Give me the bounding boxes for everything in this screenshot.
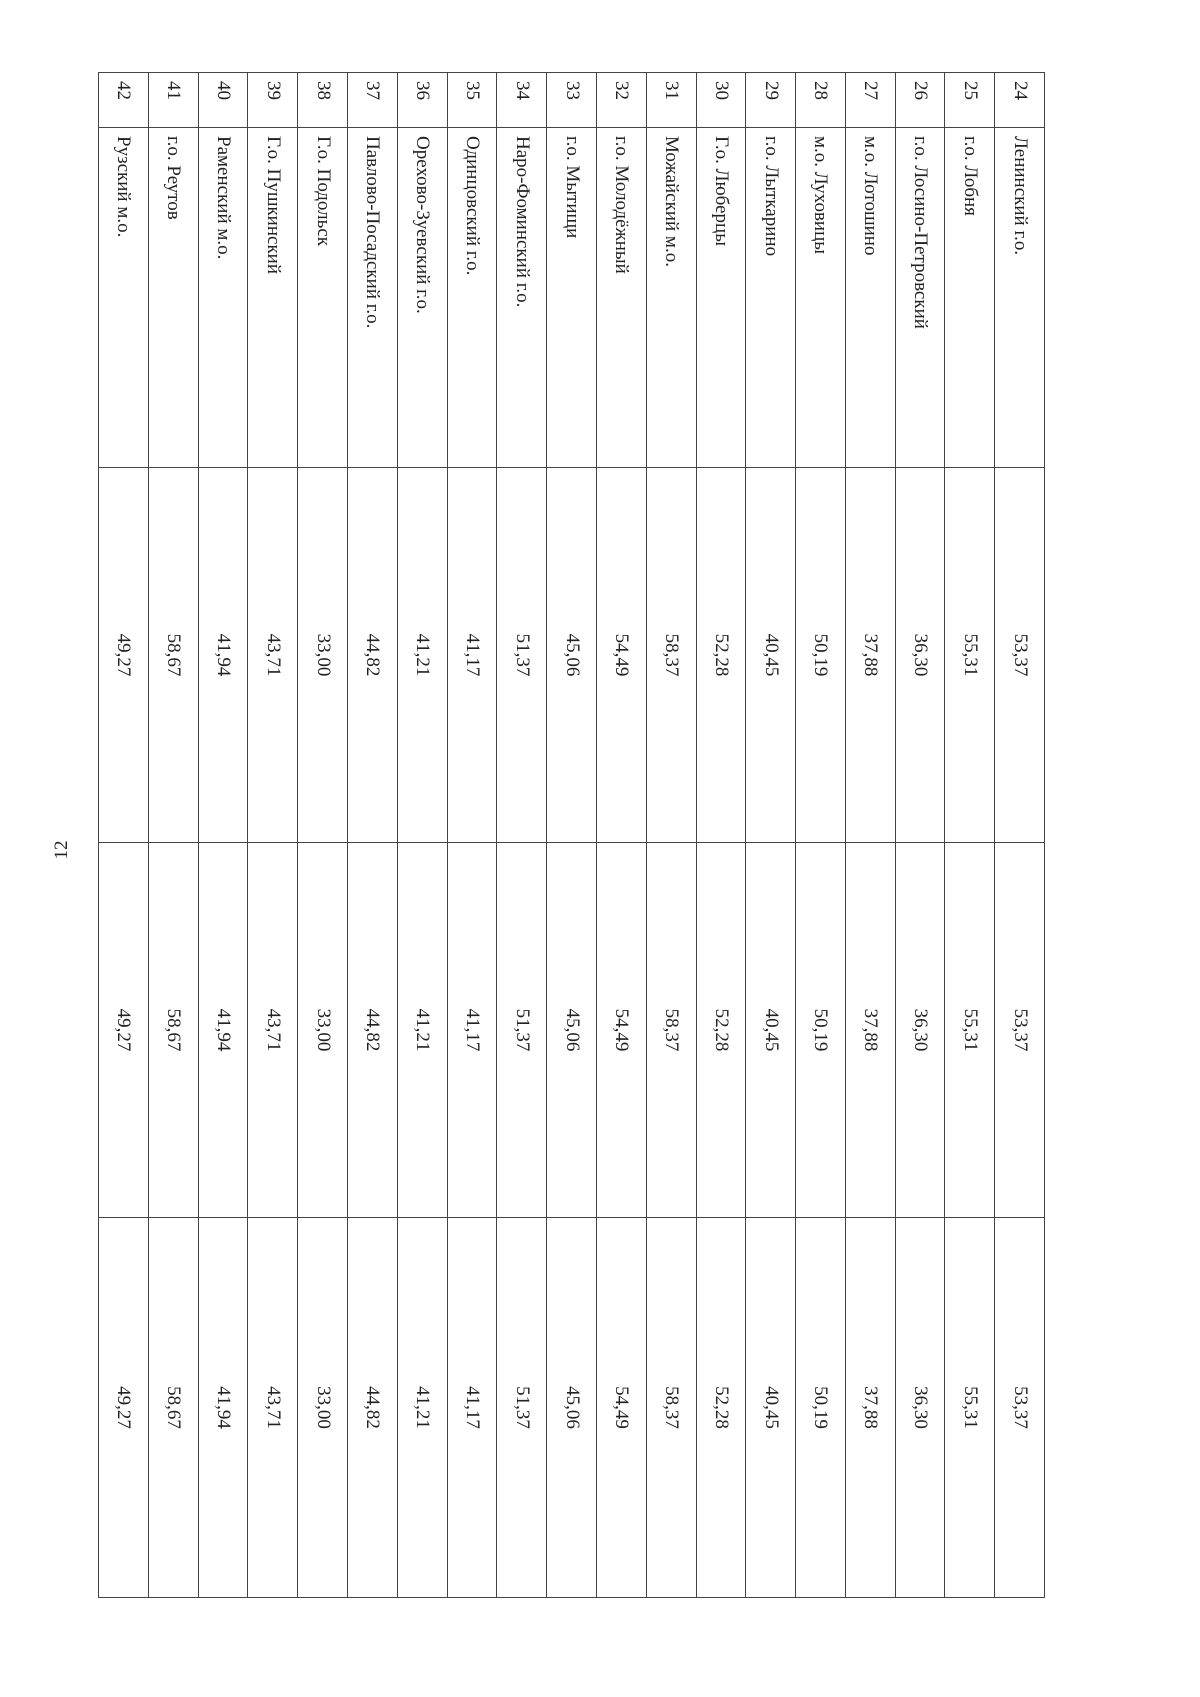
municipality-name: м.о. Луховицы [796, 128, 846, 468]
municipality-name: г.о. Мытищи [547, 128, 597, 468]
value-col-3: 54,49 [596, 1218, 646, 1598]
municipality-name: Г.о. Подольск [298, 128, 348, 468]
table-row [298, 73, 348, 1598]
row-number: 36 [397, 73, 447, 128]
municipality-name: г.о. Лосино-Петровский [895, 128, 945, 468]
table-row [995, 73, 1045, 1598]
value-col-3: 58,67 [148, 1218, 198, 1598]
value-col-2: 52,28 [696, 843, 746, 1218]
table-row [895, 73, 945, 1598]
municipality-name: Раменский м.о. [198, 128, 248, 468]
rotated-table-container [98, 72, 1045, 1597]
value-col-1: 49,27 [99, 468, 149, 843]
value-col-2: 41,21 [397, 843, 447, 1218]
table-row [99, 73, 149, 1598]
municipality-name: г.о. Лобня [945, 128, 995, 468]
municipality-name: м.о. Лотошино [845, 128, 895, 468]
value-col-3: 55,31 [945, 1218, 995, 1598]
value-col-3: 49,27 [99, 1218, 149, 1598]
table-row [845, 73, 895, 1598]
value-col-3: 37,88 [845, 1218, 895, 1598]
value-col-2: 40,45 [746, 843, 796, 1218]
value-col-1: 41,17 [447, 468, 497, 843]
value-col-3: 53,37 [995, 1218, 1045, 1598]
table-row [148, 73, 198, 1598]
value-col-3: 51,37 [497, 1218, 547, 1598]
row-number: 28 [796, 73, 846, 128]
value-col-1: 40,45 [746, 468, 796, 843]
row-number: 32 [596, 73, 646, 128]
value-col-2: 43,71 [248, 843, 298, 1218]
value-col-3: 50,19 [796, 1218, 846, 1598]
value-col-3: 33,00 [298, 1218, 348, 1598]
municipality-name: Ленинский г.о. [995, 128, 1045, 468]
municipality-name: Г.о. Люберцы [696, 128, 746, 468]
row-number: 38 [298, 73, 348, 128]
value-col-2: 45,06 [547, 843, 597, 1218]
page-number: 12 [51, 840, 72, 860]
value-col-2: 36,30 [895, 843, 945, 1218]
value-col-2: 58,67 [148, 843, 198, 1218]
table-row [547, 73, 597, 1598]
value-col-1: 36,30 [895, 468, 945, 843]
value-col-3: 43,71 [248, 1218, 298, 1598]
value-col-2: 51,37 [497, 843, 547, 1218]
municipality-name: Павлово-Посадский г.о. [348, 128, 398, 468]
value-col-3: 58,37 [646, 1218, 696, 1598]
table-row [497, 73, 547, 1598]
municipality-name: Рузский м.о. [99, 128, 149, 468]
value-col-3: 52,28 [696, 1218, 746, 1598]
value-col-1: 41,21 [397, 468, 447, 843]
table-row [447, 73, 497, 1598]
row-number: 25 [945, 73, 995, 128]
table-row [646, 73, 696, 1598]
row-number: 35 [447, 73, 497, 128]
table-row [746, 73, 796, 1598]
value-col-1: 33,00 [298, 468, 348, 843]
value-col-1: 44,82 [348, 468, 398, 843]
table-row [796, 73, 846, 1598]
value-col-1: 41,94 [198, 468, 248, 843]
value-col-3: 41,21 [397, 1218, 447, 1598]
table-body [99, 73, 1045, 1598]
municipality-name: г.о. Молодёжный [596, 128, 646, 468]
table-row [348, 73, 398, 1598]
value-col-1: 58,37 [646, 468, 696, 843]
value-col-1: 55,31 [945, 468, 995, 843]
table-row [198, 73, 248, 1598]
municipality-name: Одинцовский г.о. [447, 128, 497, 468]
row-number: 40 [198, 73, 248, 128]
value-col-2: 58,37 [646, 843, 696, 1218]
value-col-2: 49,27 [99, 843, 149, 1218]
value-col-1: 54,49 [596, 468, 646, 843]
row-number: 24 [995, 73, 1045, 128]
value-col-1: 37,88 [845, 468, 895, 843]
value-col-3: 40,45 [746, 1218, 796, 1598]
value-col-3: 41,94 [198, 1218, 248, 1598]
row-number: 39 [248, 73, 298, 128]
row-number: 29 [746, 73, 796, 128]
row-number: 30 [696, 73, 746, 128]
value-col-1: 58,67 [148, 468, 198, 843]
value-col-1: 50,19 [796, 468, 846, 843]
value-col-1: 43,71 [248, 468, 298, 843]
value-col-1: 52,28 [696, 468, 746, 843]
row-number: 34 [497, 73, 547, 128]
value-col-2: 50,19 [796, 843, 846, 1218]
value-col-1: 45,06 [547, 468, 597, 843]
value-col-2: 44,82 [348, 843, 398, 1218]
value-col-3: 45,06 [547, 1218, 597, 1598]
municipality-name: Можайский м.о. [646, 128, 696, 468]
value-col-3: 36,30 [895, 1218, 945, 1598]
municipality-name: Наро-Фоминский г.о. [497, 128, 547, 468]
value-col-2: 41,94 [198, 843, 248, 1218]
value-col-1: 53,37 [995, 468, 1045, 843]
value-col-3: 41,17 [447, 1218, 497, 1598]
value-col-2: 55,31 [945, 843, 995, 1218]
municipality-name: г.о. Лыткарино [746, 128, 796, 468]
row-number: 27 [845, 73, 895, 128]
row-number: 33 [547, 73, 597, 128]
table-row [397, 73, 447, 1598]
data-table [98, 72, 1045, 1598]
municipality-name: г.о. Реутов [148, 128, 198, 468]
value-col-2: 37,88 [845, 843, 895, 1218]
municipality-name: Г.о. Пушкинский [248, 128, 298, 468]
table-row [248, 73, 298, 1598]
value-col-2: 33,00 [298, 843, 348, 1218]
table-row [945, 73, 995, 1598]
value-col-2: 41,17 [447, 843, 497, 1218]
table-row [696, 73, 746, 1598]
row-number: 26 [895, 73, 945, 128]
row-number: 42 [99, 73, 149, 128]
value-col-3: 44,82 [348, 1218, 398, 1598]
table-row [596, 73, 646, 1598]
value-col-1: 51,37 [497, 468, 547, 843]
value-col-2: 53,37 [995, 843, 1045, 1218]
municipality-name: Орехово-Зуевский г.о. [397, 128, 447, 468]
row-number: 41 [148, 73, 198, 128]
row-number: 31 [646, 73, 696, 128]
value-col-2: 54,49 [596, 843, 646, 1218]
row-number: 37 [348, 73, 398, 128]
